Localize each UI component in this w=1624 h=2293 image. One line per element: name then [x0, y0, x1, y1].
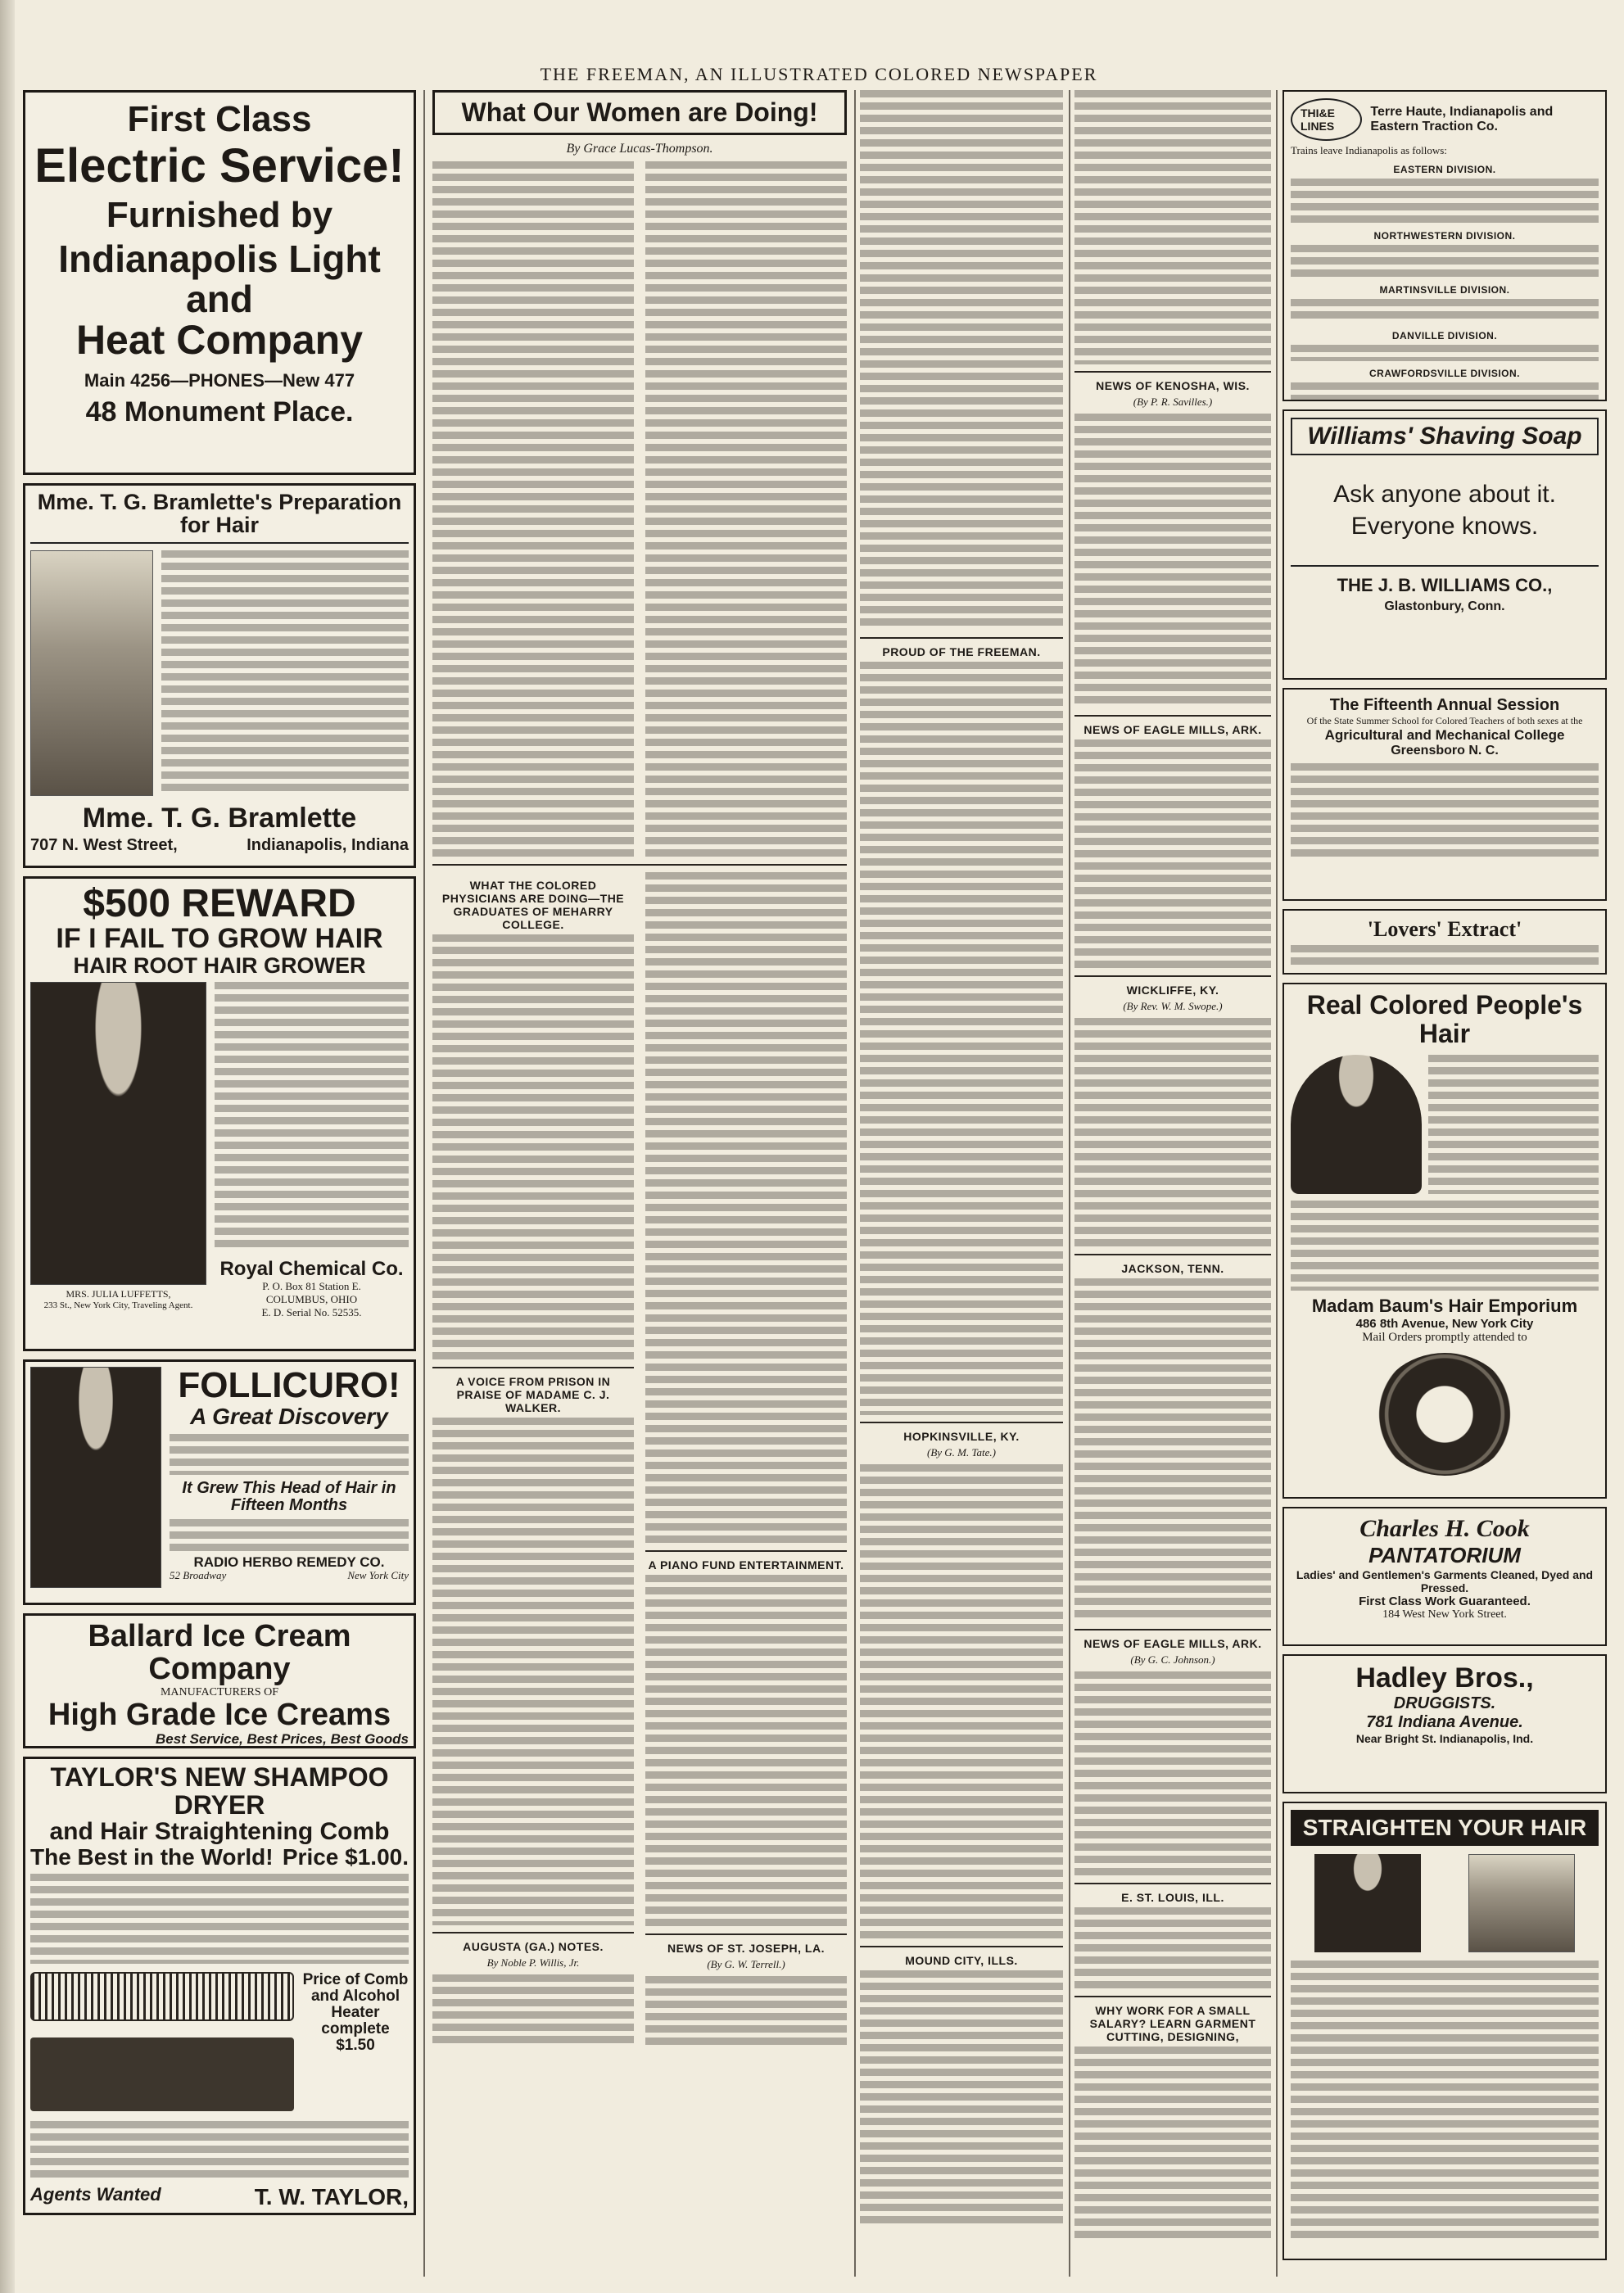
ad-body-text [1291, 1961, 1599, 2239]
ad-body-text [1291, 763, 1599, 862]
ad-city: Near Bright St. Indianapolis, Ind. [1355, 1732, 1534, 1745]
long-hair-woman-image [30, 982, 206, 1285]
traction-logo: THI&E LINES [1291, 98, 1362, 141]
baum-hair-emporium-ad [1282, 983, 1607, 1499]
ad-text: First Class Work Guaranteed. [1359, 1594, 1531, 1608]
ad-body-text [1291, 1201, 1599, 1291]
image-caption: MRS. JULIA LUFFETTS, [66, 1288, 171, 1300]
ad-company-name: Royal Chemical Co. [219, 1258, 404, 1281]
ad-tagline: Best Service, Best Prices, Best Goods [156, 1730, 409, 1747]
column-rule [1276, 90, 1278, 2277]
ad-text: Ladies' and Gentlemen's Garments Cleaned, Dyed and Pressed. [1296, 1568, 1594, 1594]
ad-headline: 'Lovers' Extract' [1367, 917, 1522, 941]
ad-company-name: Charles H. Cook [1359, 1515, 1530, 1542]
ad-company-name: RADIO HERBO REMEDY CO. [193, 1554, 385, 1570]
ad-headline: TAYLOR'S NEW SHAMPOO DRYER [50, 1762, 389, 1820]
article-body [860, 90, 1063, 631]
article-title: A VOICE FROM PRISON IN PRAISE OF MADAME C. J. WALKER. [455, 1375, 611, 1414]
article-body [645, 1976, 847, 2050]
ad-body-text [30, 1874, 409, 1964]
article-byline: By Grace Lucas-Thompson. [566, 142, 713, 156]
ad-headline: The Fifteenth Annual Session [1329, 696, 1560, 714]
hadley-druggists-ad [1282, 1654, 1607, 1793]
ad-proprietor-name: Mme. T. G. Bramlette [82, 802, 357, 834]
article-title: MOUND CITY, ILLS. [905, 1954, 1018, 1967]
cook-pantatorium-ad [1282, 1507, 1607, 1646]
article-body [1074, 414, 1271, 708]
ad-headline: Real Colored People's Hair [1306, 990, 1583, 1049]
ad-headline: Williams' Shaving Soap [1291, 418, 1599, 455]
ad-headline: DRUGGISTS. [1393, 1694, 1496, 1712]
ad-address: 707 N. West Street, [30, 836, 178, 855]
schedule-times [1291, 245, 1599, 278]
ad-city: Greensboro N. C. [1391, 744, 1499, 758]
image-caption: 233 St., New York City, Traveling Agent. [43, 1300, 193, 1311]
column-rule [854, 90, 856, 2277]
woman-portrait-image [30, 550, 153, 796]
traction-company-ad [1282, 90, 1607, 401]
article-byline: (By G. C. Johnson.) [1130, 1653, 1215, 1666]
article-body [1074, 1907, 1271, 1989]
ad-body-text [1291, 945, 1599, 970]
article-body [432, 1418, 634, 1925]
ad-address: 52 Broadway [170, 1569, 227, 1582]
article-title: WHY WORK FOR A SMALL SALARY? LEARN GARMENT CUTTING, DESIGNING, [1089, 2004, 1256, 2043]
ad-company-name: Madam Baum's Hair Emporium [1311, 1296, 1578, 1317]
ad-text: MANUFACTURERS OF [160, 1685, 279, 1698]
follicuro-ad [23, 1359, 416, 1605]
ad-headline: and Hair Straightening Comb [49, 1818, 390, 1846]
ad-headline: FOLLICURO! [178, 1365, 400, 1405]
ad-company-name: Indianapolis Light and [58, 237, 381, 320]
article-byline: (By G. W. Terrell.) [707, 1958, 785, 1970]
article-title: NEWS OF KENOSHA, WIS. [1096, 379, 1250, 392]
ad-body-text [170, 1519, 409, 1552]
ad-headline: High Grade Ice Creams [47, 1697, 391, 1732]
schedule-division: EASTERN DIVISION. [1393, 164, 1496, 175]
article-body [432, 161, 634, 857]
page-binding-edge [0, 0, 15, 2293]
left-ad-column [23, 90, 416, 2285]
article-byline: (By P. R. Savilles.) [1133, 396, 1213, 408]
ad-serial: E. D. Serial No. 52535. [261, 1305, 362, 1318]
ad-tagline: The Best in the World! [30, 1843, 274, 1870]
ad-price: Price $1.00. [282, 1843, 409, 1870]
schedule-times [1291, 345, 1599, 361]
schedule-division: DANVILLE DIVISION. [1391, 330, 1498, 341]
column-rule [1069, 90, 1070, 2277]
ad-price: Price of Comb and Alcohol Heater complete $1.50 [302, 1971, 409, 2054]
ad-city: COLUMBUS, OHIO [265, 1292, 358, 1305]
ballard-ice-cream-ad [23, 1613, 416, 1748]
article-title: WHAT THE COLORED PHYSICIANS ARE DOING—THE GRADUATES OF MEHARRY COLLEGE. [441, 879, 625, 931]
article-title: NEWS OF EAGLE MILLS, ARK. [1083, 1637, 1262, 1650]
ad-text: Furnished by [106, 195, 333, 236]
article-title: NEWS OF EAGLE MILLS, ARK. [1083, 723, 1262, 736]
masthead: THE FREEMAN, AN ILLUSTRATED COLORED NEWSPAPER [540, 64, 1098, 84]
ad-headline: HAIR ROOT HAIR GROWER [73, 953, 366, 979]
ad-company-name: Terre Haute, Indianapolis and Eastern Traction Co. [1370, 105, 1554, 133]
ad-headline: Electric Service! [34, 139, 405, 193]
hair-switch-image [1375, 1353, 1514, 1476]
ad-address: 184 West New York Street. [1382, 1608, 1507, 1621]
article-body [1074, 2047, 1271, 2243]
article-title: JACKSON, TENN. [1121, 1262, 1224, 1275]
article-title: AUGUSTA (GA.) NOTES. [463, 1940, 604, 1953]
ad-headline: IF I FAIL TO GROW HAIR [56, 923, 383, 955]
news-column-3 [860, 90, 1063, 2277]
ad-company-name: Hadley Bros., [1355, 1662, 1534, 1694]
ad-body-text [1428, 1055, 1599, 1194]
article-title: E. ST. LOUIS, ILL. [1121, 1891, 1224, 1904]
ad-address: 781 Indiana Avenue. [1366, 1713, 1523, 1731]
right-ad-column [1282, 90, 1607, 2277]
article-byline: (By G. M. Tate.) [926, 1446, 996, 1459]
article-body [1074, 1018, 1271, 1247]
ad-address: P. O. Box 81 Station E. [262, 1279, 361, 1292]
article-title: What Our Women are Doing! [461, 97, 818, 127]
ad-company-name: THE J. B. WILLIAMS CO., [1291, 565, 1599, 596]
article-body [645, 161, 847, 857]
ad-company-name: Heat Company [75, 316, 364, 363]
article-body [1074, 90, 1271, 364]
before-hair-image [1314, 1854, 1421, 1952]
alcohol-heater-image [30, 2037, 294, 2111]
ad-company-name: Ballard Ice Cream Company [88, 1619, 351, 1686]
ad-text: Agents Wanted [30, 2184, 161, 2205]
article-body [645, 872, 847, 1544]
ad-headline: STRAIGHTEN YOUR HAIR [1291, 1810, 1599, 1846]
ad-body-text [215, 982, 409, 1252]
ad-text: Mail Orders promptly attended to [1362, 1331, 1527, 1345]
ad-body-text [30, 2121, 409, 2178]
hair-comb-image [30, 1972, 294, 2021]
ad-body-text [161, 550, 409, 796]
bramlette-hair-ad [23, 483, 416, 868]
hair-grower-reward-ad [23, 876, 416, 1351]
lovers-extract-ad [1282, 909, 1607, 975]
ad-headline: PANTATORIUM [1368, 1543, 1521, 1567]
article-title: A PIANO FUND ENTERTAINMENT. [648, 1558, 844, 1572]
ad-phones: Main 4256—PHONES—New 477 [84, 370, 355, 391]
schedule-times [1291, 299, 1599, 323]
article-body [860, 1970, 1063, 2224]
ad-address: 486 8th Avenue, New York City [1355, 1317, 1534, 1332]
article-byline: (By Rev. W. M. Swope.) [1123, 1000, 1223, 1012]
woman-wig-image [1291, 1055, 1422, 1194]
schedule-division: MARTINSVILLE DIVISION. [1379, 284, 1510, 296]
article-body [860, 662, 1063, 1415]
ad-text: Trains leave Indianapolis as follows: [1291, 144, 1447, 156]
straighten-hair-ad [1282, 1802, 1607, 2260]
article-title: HOPKINSVILLE, KY. [903, 1430, 1020, 1443]
ad-headline: $500 REWARD [83, 882, 356, 925]
article-body [645, 1575, 847, 1927]
article-title: NEWS OF ST. JOSEPH, LA. [667, 1942, 825, 1955]
article-body [432, 1974, 634, 2048]
taylor-shampoo-dryer-ad [23, 1757, 416, 2215]
ad-text: Ask anyone about it. Everyone knows. [1333, 481, 1556, 540]
ad-tagline: It Grew This Head of Hair in Fifteen Months [182, 1478, 396, 1514]
article-body [860, 1464, 1063, 1939]
after-hair-image [1468, 1854, 1575, 1952]
woman-hair-image [30, 1367, 161, 1588]
article-title: PROUD OF THE FREEMAN. [882, 645, 1041, 658]
column-rule [423, 90, 425, 2277]
article-body [1074, 1671, 1271, 1876]
williams-shaving-soap-ad [1282, 409, 1607, 680]
news-column-4 [1074, 90, 1271, 2277]
ad-city: New York City [347, 1569, 409, 1582]
schedule-division: CRAWFORDSVILLE DIVISION. [1368, 368, 1520, 379]
article-body [1074, 1278, 1271, 1622]
ad-company-name: Agricultural and Mechanical College [1324, 727, 1565, 743]
article-title: WICKLIFFE, KY. [1126, 984, 1219, 997]
schedule-times [1291, 382, 1599, 401]
ad-headline: Mme. T. G. Bramlette's Preparation for Hair [30, 491, 409, 544]
center-column-block [432, 90, 847, 2277]
ad-address: 48 Monument Place. [85, 396, 354, 428]
ad-city: Indianapolis, Indiana [247, 836, 409, 855]
ad-subheadline: A Great Discovery [190, 1404, 388, 1430]
ad-body-text [170, 1434, 409, 1475]
schedule-times [1291, 179, 1599, 224]
ad-company-name: T. W. TAYLOR, [254, 2184, 409, 2210]
article-body [1074, 739, 1271, 969]
ad-headline: First Class [127, 99, 312, 139]
agricultural-college-ad [1282, 688, 1607, 901]
ad-text: Of the State Summer School for Colored Teachers of both sexes at the [1306, 715, 1583, 726]
ad-city: Glastonbury, Conn. [1384, 599, 1505, 613]
schedule-division: NORTHWESTERN DIVISION. [1373, 230, 1516, 242]
article-body [432, 934, 634, 1360]
electric-service-ad [23, 90, 416, 475]
article-byline: By Noble P. Willis, Jr. [486, 1956, 580, 1969]
